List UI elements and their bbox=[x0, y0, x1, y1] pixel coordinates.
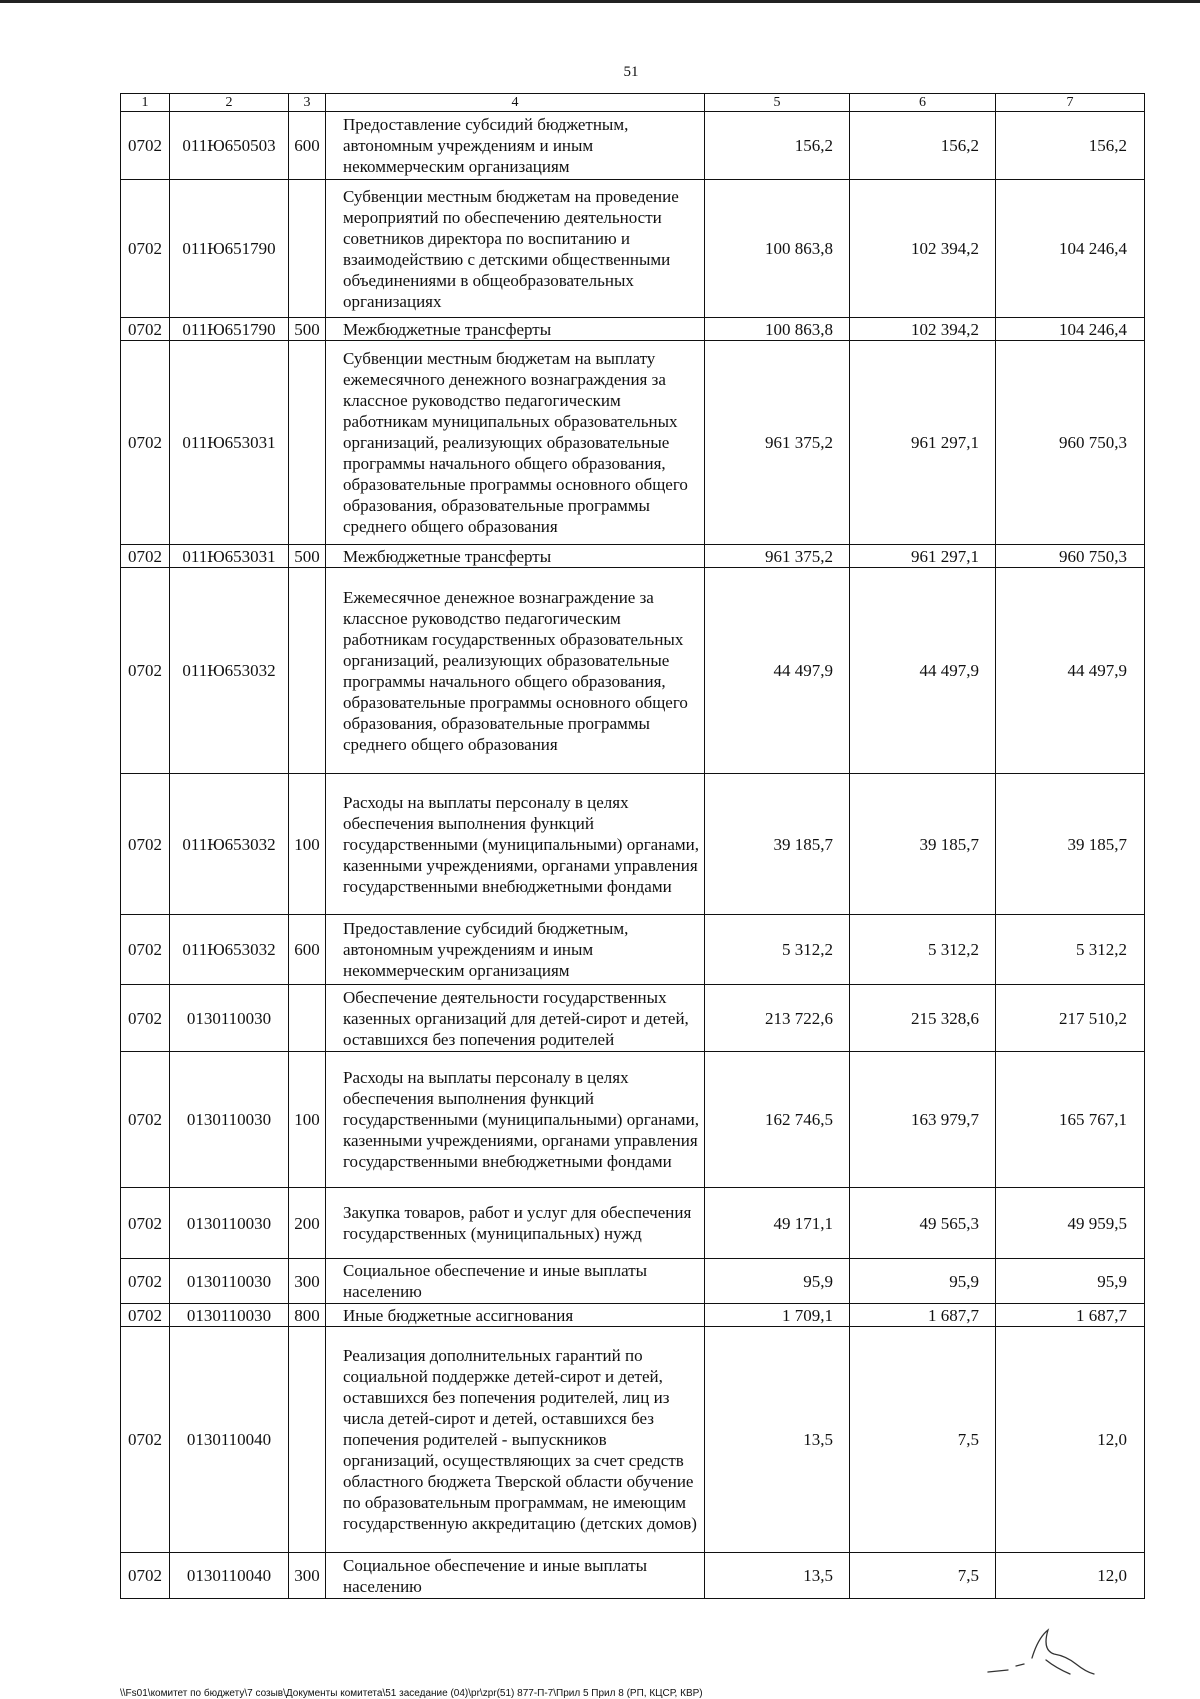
amount-year-1: 1 709,1 bbox=[705, 1304, 850, 1327]
section-code: 0702 bbox=[121, 1259, 170, 1304]
expense-type-code bbox=[289, 985, 326, 1052]
item-name: Иные бюджетные ассигнования bbox=[326, 1304, 705, 1327]
table-row bbox=[121, 1259, 1145, 1304]
table-body bbox=[121, 112, 1145, 1599]
section-code: 0702 bbox=[121, 112, 170, 180]
amount-year-1: 39 185,7 bbox=[705, 774, 850, 915]
item-name: Межбюджетные трансферты bbox=[326, 318, 705, 341]
amount-year-3: 5 312,2 bbox=[996, 915, 1145, 985]
table-row bbox=[121, 545, 1145, 568]
expense-type-code bbox=[289, 1327, 326, 1553]
amount-year-3: 12,0 bbox=[996, 1327, 1145, 1553]
amount-year-1: 5 312,2 bbox=[705, 915, 850, 985]
item-name: Субвенции местным бюджетам на проведение мероприятий по обеспечению деятельности советников директора по воспитанию и взаимодействию с детскими общественными объединениями в общеобразовательных организациях bbox=[326, 180, 705, 318]
amount-year-1: 100 863,8 bbox=[705, 318, 850, 341]
section-code: 0702 bbox=[121, 915, 170, 985]
amount-year-3: 95,9 bbox=[996, 1259, 1145, 1304]
target-code: 011Ю653031 bbox=[170, 545, 289, 568]
table-row bbox=[121, 774, 1145, 915]
amount-year-3: 39 185,7 bbox=[996, 774, 1145, 915]
target-code: 0130110030 bbox=[170, 1304, 289, 1327]
amount-year-1: 162 746,5 bbox=[705, 1052, 850, 1188]
amount-year-3: 104 246,4 bbox=[996, 180, 1145, 318]
handwritten-signature bbox=[980, 1620, 1130, 1690]
expense-type-code bbox=[289, 568, 326, 774]
table-row bbox=[121, 1553, 1145, 1599]
section-code: 0702 bbox=[121, 1327, 170, 1553]
expense-type-code: 500 bbox=[289, 545, 326, 568]
item-name: Расходы на выплаты персоналу в целях обеспечения выполнения функций государственными (муниципальными) органами, казенными учреждениями, органами управления государственными внебюджетными фондами bbox=[326, 1052, 705, 1188]
amount-year-1: 44 497,9 bbox=[705, 568, 850, 774]
amount-year-2: 95,9 bbox=[850, 1259, 996, 1304]
section-code: 0702 bbox=[121, 1553, 170, 1599]
expense-type-code: 600 bbox=[289, 112, 326, 180]
target-code: 0130110040 bbox=[170, 1553, 289, 1599]
expense-type-code: 500 bbox=[289, 318, 326, 341]
target-code: 011Ю653032 bbox=[170, 774, 289, 915]
target-code: 0130110040 bbox=[170, 1327, 289, 1553]
page-number: 51 bbox=[623, 64, 639, 80]
item-name: Обеспечение деятельности государственных казенных организаций для детей-сирот и детей, оставшихся без попечения родителей bbox=[326, 985, 705, 1052]
table-row bbox=[121, 180, 1145, 318]
amount-year-2: 39 185,7 bbox=[850, 774, 996, 915]
amount-year-3: 49 959,5 bbox=[996, 1188, 1145, 1259]
amount-year-3: 104 246,4 bbox=[996, 318, 1145, 341]
amount-year-1: 961 375,2 bbox=[705, 545, 850, 568]
item-name: Расходы на выплаты персоналу в целях обеспечения выполнения функций государственными (муниципальными) органами, казенными учреждениями, органами управления государственными внебюджетными фондами bbox=[326, 774, 705, 915]
item-name: Субвенции местным бюджетам на выплату ежемесячного денежного вознаграждения за классное руководство педагогическим работникам муниципальных образовательных организаций, реализующих образовательные программы начального общего образования, образовательные программы основного общего образования, образовательные программы среднего общего образования bbox=[326, 341, 705, 545]
item-name: Ежемесячное денежное вознаграждение за классное руководство педагогическим работникам государственных образовательных организаций, реализующих образовательные программы начального общего образования, образовательные программы основного общего образования, образовательные программы среднего общего образования bbox=[326, 568, 705, 774]
header-col-1: 1 bbox=[121, 94, 170, 112]
header-col-5: 5 bbox=[705, 94, 850, 112]
section-code: 0702 bbox=[121, 568, 170, 774]
amount-year-3: 44 497,9 bbox=[996, 568, 1145, 774]
item-name: Предоставление субсидий бюджетным, автономным учреждениям и иным некоммерческим организациям bbox=[326, 112, 705, 180]
amount-year-2: 5 312,2 bbox=[850, 915, 996, 985]
header-col-3: 3 bbox=[289, 94, 326, 112]
table-row bbox=[121, 1188, 1145, 1259]
amount-year-3: 217 510,2 bbox=[996, 985, 1145, 1052]
section-code: 0702 bbox=[121, 1188, 170, 1259]
table-row bbox=[121, 915, 1145, 985]
amount-year-1: 49 171,1 bbox=[705, 1188, 850, 1259]
target-code: 0130110030 bbox=[170, 1052, 289, 1188]
amount-year-2: 49 565,3 bbox=[850, 1188, 996, 1259]
target-code: 011Ю653032 bbox=[170, 568, 289, 774]
expense-type-code: 600 bbox=[289, 915, 326, 985]
expense-type-code: 300 bbox=[289, 1553, 326, 1599]
expense-type-code: 100 bbox=[289, 1052, 326, 1188]
table-row bbox=[121, 985, 1145, 1052]
header-row bbox=[121, 94, 1145, 112]
table-row bbox=[121, 568, 1145, 774]
amount-year-1: 961 375,2 bbox=[705, 341, 850, 545]
top-border-line bbox=[0, 0, 1200, 3]
expense-type-code: 100 bbox=[289, 774, 326, 915]
amount-year-3: 165 767,1 bbox=[996, 1052, 1145, 1188]
amount-year-1: 95,9 bbox=[705, 1259, 850, 1304]
target-code: 011Ю651790 bbox=[170, 318, 289, 341]
item-name: Закупка товаров, работ и услуг для обеспечения государственных (муниципальных) нужд bbox=[326, 1188, 705, 1259]
amount-year-2: 961 297,1 bbox=[850, 341, 996, 545]
item-name: Социальное обеспечение и иные выплаты населению bbox=[326, 1259, 705, 1304]
header-col-2: 2 bbox=[170, 94, 289, 112]
table-row bbox=[121, 112, 1145, 180]
amount-year-2: 44 497,9 bbox=[850, 568, 996, 774]
header-col-4: 4 bbox=[326, 94, 705, 112]
expense-type-code: 200 bbox=[289, 1188, 326, 1259]
amount-year-2: 102 394,2 bbox=[850, 318, 996, 341]
amount-year-3: 156,2 bbox=[996, 112, 1145, 180]
item-name: Социальное обеспечение и иные выплаты населению bbox=[326, 1553, 705, 1599]
amount-year-2: 102 394,2 bbox=[850, 180, 996, 318]
amount-year-1: 13,5 bbox=[705, 1327, 850, 1553]
table-row bbox=[121, 1052, 1145, 1188]
header-col-6: 6 bbox=[850, 94, 996, 112]
amount-year-3: 960 750,3 bbox=[996, 341, 1145, 545]
section-code: 0702 bbox=[121, 341, 170, 545]
amount-year-1: 156,2 bbox=[705, 112, 850, 180]
amount-year-1: 13,5 bbox=[705, 1553, 850, 1599]
table-row bbox=[121, 1327, 1145, 1553]
amount-year-1: 100 863,8 bbox=[705, 180, 850, 318]
expense-type-code bbox=[289, 341, 326, 545]
amount-year-3: 1 687,7 bbox=[996, 1304, 1145, 1327]
amount-year-3: 12,0 bbox=[996, 1553, 1145, 1599]
amount-year-2: 961 297,1 bbox=[850, 545, 996, 568]
table-header bbox=[121, 94, 1145, 112]
target-code: 011Ю653031 bbox=[170, 341, 289, 545]
section-code: 0702 bbox=[121, 180, 170, 318]
section-code: 0702 bbox=[121, 774, 170, 915]
table-row bbox=[121, 341, 1145, 545]
target-code: 011Ю653032 bbox=[170, 915, 289, 985]
table-row bbox=[121, 1304, 1145, 1327]
expense-type-code bbox=[289, 180, 326, 318]
amount-year-2: 7,5 bbox=[850, 1553, 996, 1599]
header-col-7: 7 bbox=[996, 94, 1145, 112]
target-code: 0130110030 bbox=[170, 985, 289, 1052]
section-code: 0702 bbox=[121, 318, 170, 341]
file-path-footer: \\Fs01\комитет по бюджету\7 созыв\Документы комитета\51 заседание (04)\pr\zpr(51) 877-П-7\Прил 5 Прил 8 (РП, КЦСР, КВР) bbox=[120, 1688, 703, 1699]
amount-year-2: 7,5 bbox=[850, 1327, 996, 1553]
target-code: 011Ю651790 bbox=[170, 180, 289, 318]
amount-year-2: 215 328,6 bbox=[850, 985, 996, 1052]
target-code: 0130110030 bbox=[170, 1188, 289, 1259]
item-name: Межбюджетные трансферты bbox=[326, 545, 705, 568]
target-code: 0130110030 bbox=[170, 1259, 289, 1304]
amount-year-1: 213 722,6 bbox=[705, 985, 850, 1052]
section-code: 0702 bbox=[121, 1052, 170, 1188]
section-code: 0702 bbox=[121, 545, 170, 568]
amount-year-2: 156,2 bbox=[850, 112, 996, 180]
expense-type-code: 300 bbox=[289, 1259, 326, 1304]
section-code: 0702 bbox=[121, 985, 170, 1052]
amount-year-2: 1 687,7 bbox=[850, 1304, 996, 1327]
section-code: 0702 bbox=[121, 1304, 170, 1327]
item-name: Реализация дополнительных гарантий по социальной поддержке детей-сирот и детей, оставшихся без попечения родителей, лиц из числа детей-сирот и детей, оставшихся без попечения родителей - выпускников организаций, осуществляющих за счет средств областного бюджета Тверской области обучение по образовательным программам, не имеющим государственную аккредитацию (детских домов) bbox=[326, 1327, 705, 1553]
budget-table bbox=[120, 93, 1145, 1599]
expense-type-code: 800 bbox=[289, 1304, 326, 1327]
target-code: 011Ю650503 bbox=[170, 112, 289, 180]
item-name: Предоставление субсидий бюджетным, автономным учреждениям и иным некоммерческим организациям bbox=[326, 915, 705, 985]
amount-year-2: 163 979,7 bbox=[850, 1052, 996, 1188]
amount-year-3: 960 750,3 bbox=[996, 545, 1145, 568]
table-row bbox=[121, 318, 1145, 341]
